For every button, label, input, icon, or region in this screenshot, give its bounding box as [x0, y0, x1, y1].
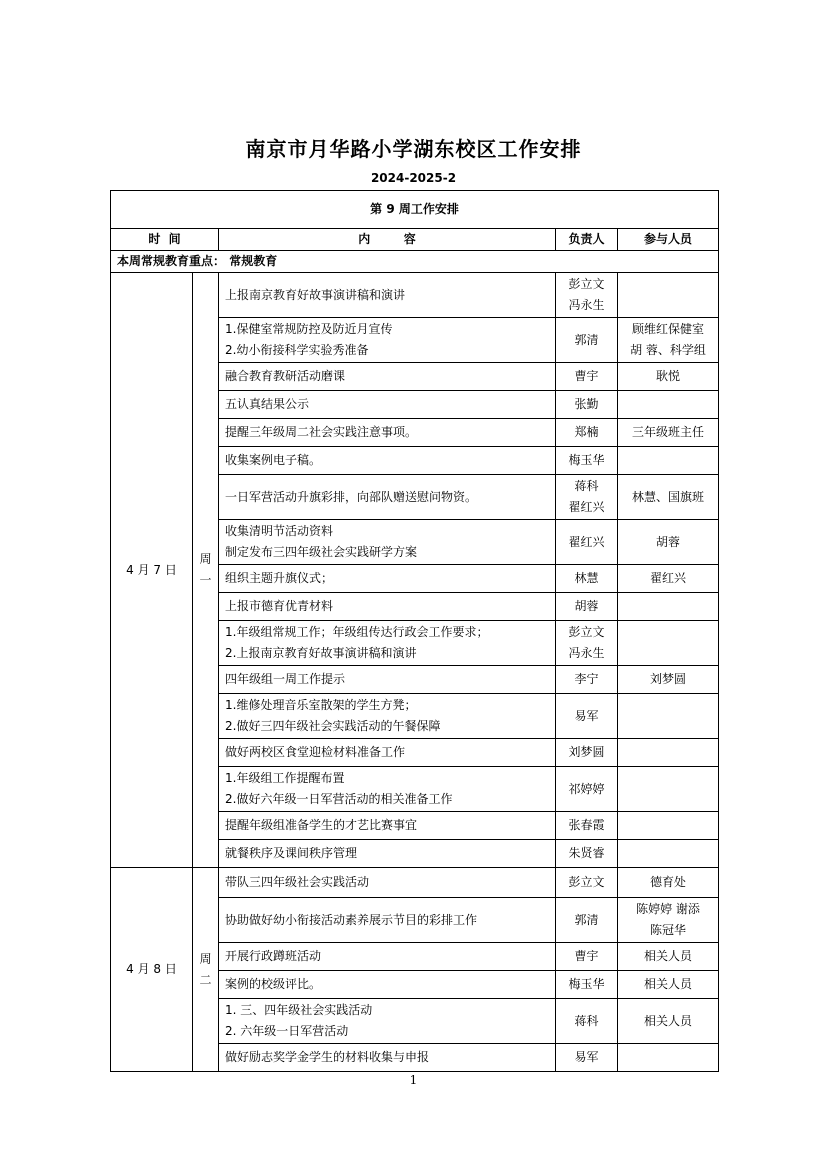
responsible-line: 祁婷婷	[568, 781, 605, 796]
participants-line: 刘梦圆	[649, 672, 686, 686]
responsible-line: 易军	[574, 1050, 599, 1064]
participants-cell	[618, 520, 719, 565]
responsible-line: 李宁	[574, 672, 599, 686]
content-cell	[219, 520, 556, 565]
content-cell	[219, 898, 556, 943]
responsible-cell	[556, 593, 618, 621]
participants-cell	[618, 999, 719, 1044]
content-line: 收集清明节活动资料	[225, 524, 334, 538]
content-cell	[219, 1044, 556, 1072]
content-cell	[219, 694, 556, 739]
responsible-cell	[556, 767, 618, 812]
participants-line: 胡 蓉、科学组	[630, 343, 706, 357]
participants-cell	[618, 318, 719, 363]
content-cell	[219, 868, 556, 898]
date-cell: 4 月 8 日	[111, 868, 193, 1072]
content-line: 1.年级组常规工作；年级组传达行政会工作要求；	[225, 625, 489, 639]
focus-row	[111, 251, 719, 273]
content-line: 提醒年级组准备学生的才艺比赛事宜	[225, 818, 418, 832]
responsible-line: 胡蓉	[574, 599, 599, 613]
responsible-line: 蒋科	[574, 1013, 599, 1028]
responsible-cell	[556, 475, 618, 520]
date-cell: 4 月 7 日	[111, 273, 193, 868]
responsible-cell	[556, 363, 618, 391]
week-title-row	[111, 191, 719, 229]
participants-line: 相关人员	[643, 949, 692, 963]
content-cell	[219, 621, 556, 666]
participants-cell	[618, 419, 719, 447]
participants-line: 陈冠华	[649, 923, 686, 937]
participants-cell	[618, 273, 719, 318]
responsible-cell	[556, 666, 618, 694]
participants-line: 耿悦	[655, 369, 680, 383]
content-cell	[219, 419, 556, 447]
content-cell	[219, 273, 556, 318]
content-cell	[219, 363, 556, 391]
responsible-line: 张春霞	[568, 818, 605, 832]
content-line: 提醒三年级周二社会实践注意事项。	[225, 425, 418, 439]
responsible-cell	[556, 318, 618, 363]
responsible-line: 郭清	[574, 332, 599, 347]
content-line: 上报南京教育好故事演讲稿和演讲	[225, 287, 406, 302]
participants-cell	[618, 943, 719, 971]
participants-cell	[618, 868, 719, 898]
responsible-cell	[556, 999, 618, 1044]
participants-cell	[618, 565, 719, 593]
participants-cell	[618, 812, 719, 840]
content-line: 组织主题升旗仪式；	[225, 571, 334, 585]
responsible-line: 郭清	[574, 912, 599, 927]
content-cell	[219, 391, 556, 419]
content-line: 制定发布三四年级社会实践研学方案	[225, 545, 418, 559]
participants-line: 陈婷婷 谢添	[636, 902, 700, 916]
responsible-line: 彭立文	[568, 625, 605, 639]
participants-cell	[618, 447, 719, 475]
participants-line: 胡蓉	[655, 534, 680, 549]
content-line: 四年级组一周工作提示	[225, 672, 346, 686]
responsible-line: 林慧	[574, 571, 599, 585]
participants-cell	[618, 363, 719, 391]
content-line: 2.做好三四年级社会实践活动的午餐保障	[225, 719, 441, 733]
header-participants: 参与人员	[618, 229, 719, 251]
focus-value: 常规教育	[229, 254, 278, 268]
responsible-cell	[556, 694, 618, 739]
responsible-line: 易军	[574, 708, 599, 723]
content-cell	[219, 739, 556, 767]
content-line: 五认真结果公示	[225, 397, 310, 411]
content-cell	[219, 840, 556, 868]
content-line: 上报市德育优青材料	[225, 599, 334, 613]
participants-cell	[618, 971, 719, 999]
responsible-line: 郑楠	[574, 425, 599, 439]
content-cell	[219, 475, 556, 520]
content-line: 融合教育教研活动磨课	[225, 369, 346, 383]
responsible-line: 梅玉华	[568, 977, 605, 991]
content-line: 协助做好幼小衔接活动素养展示节目的彩排工作	[225, 912, 478, 927]
content-line: 1.维修处理音乐室散架的学生方凳；	[225, 698, 417, 712]
schedule-table	[110, 190, 719, 1072]
participants-line: 林慧、国旗班	[631, 489, 704, 504]
content-line: 2.上报南京教育好故事演讲稿和演讲	[225, 646, 417, 660]
responsible-cell	[556, 739, 618, 767]
responsible-cell	[556, 898, 618, 943]
content-line: 带队三四年级社会实践活动	[225, 875, 370, 889]
responsible-line: 曹宇	[574, 369, 599, 383]
participants-line: 相关人员	[643, 977, 692, 991]
content-line: 就餐秩序及课间秩序管理	[225, 846, 358, 860]
content-cell	[219, 812, 556, 840]
participants-line: 顾维红保健室	[631, 322, 704, 336]
content-cell	[219, 565, 556, 593]
content-line: 开展行政蹲班活动	[225, 949, 322, 963]
weekday-line: 二	[199, 972, 212, 987]
responsible-cell	[556, 419, 618, 447]
responsible-line: 蒋科	[574, 479, 599, 493]
weekday-line: 周	[199, 552, 212, 566]
content-line: 做好两校区食堂迎检材料准备工作	[225, 745, 406, 759]
participants-cell	[618, 666, 719, 694]
column-header-row	[111, 229, 719, 251]
content-cell	[219, 767, 556, 812]
content-line: 一日军营活动升旗彩排，向部队赠送慰问物资。	[225, 489, 478, 504]
content-line: 2.幼小衔接科学实验秀准备	[225, 343, 369, 357]
page-number: 1	[409, 1073, 418, 1087]
focus-label: 本周常规教育重点：	[117, 254, 226, 268]
participants-cell	[618, 767, 719, 812]
participants-line: 相关人员	[643, 1013, 692, 1028]
content-line: 1. 三、四年级社会实践活动	[225, 1003, 373, 1017]
focus-cell	[111, 251, 719, 273]
responsible-cell	[556, 840, 618, 868]
content-line: 2.做好六年级一日军营活动的相关准备工作	[225, 792, 453, 806]
header-content: 内 容	[219, 229, 556, 251]
responsible-cell	[556, 447, 618, 475]
content-cell	[219, 943, 556, 971]
content-line: 收集案例电子稿。	[225, 453, 322, 467]
weekday-line: 一	[199, 573, 212, 587]
participants-cell	[618, 739, 719, 767]
content-cell	[219, 593, 556, 621]
weekday-cell	[193, 273, 219, 868]
content-cell	[219, 971, 556, 999]
participants-cell	[618, 840, 719, 868]
responsible-cell	[556, 273, 618, 318]
content-cell	[219, 447, 556, 475]
responsible-cell	[556, 868, 618, 898]
content-line: 做好励志奖学金学生的材料收集与申报	[225, 1050, 430, 1064]
participants-line: 德育处	[649, 875, 686, 889]
content-cell	[219, 666, 556, 694]
schedule-row	[111, 273, 719, 318]
responsible-cell	[556, 812, 618, 840]
responsible-line: 翟红兴	[568, 534, 605, 549]
weekday-cell	[193, 868, 219, 1072]
responsible-cell	[556, 621, 618, 666]
participants-line: 三年级班主任	[631, 425, 704, 439]
content-cell	[219, 999, 556, 1044]
header-time: 时 间	[111, 229, 219, 251]
responsible-line: 冯永生	[568, 646, 605, 660]
header-responsible: 负责人	[556, 229, 618, 251]
participants-cell	[618, 475, 719, 520]
responsible-line: 张勤	[574, 397, 599, 411]
responsible-line: 刘梦圆	[568, 745, 605, 759]
participants-cell	[618, 593, 719, 621]
content-line: 案例的校级评比。	[225, 977, 322, 991]
responsible-cell	[556, 1044, 618, 1072]
content-line: 1.年级组工作提醒布置	[225, 771, 345, 785]
responsible-line: 朱贤睿	[568, 846, 605, 860]
responsible-line: 冯永生	[568, 298, 605, 312]
responsible-line: 彭立文	[568, 875, 605, 889]
responsible-cell	[556, 520, 618, 565]
participants-cell	[618, 391, 719, 419]
content-line: 1.保健室常规防控及防近月宣传	[225, 322, 393, 336]
participants-cell	[618, 898, 719, 943]
responsible-cell	[556, 943, 618, 971]
responsible-line: 梅玉华	[568, 453, 605, 467]
responsible-cell	[556, 565, 618, 593]
responsible-line: 曹宇	[574, 949, 599, 963]
document-title: 南京市月华路小学湖东校区工作安排	[245, 137, 582, 161]
participants-cell	[618, 694, 719, 739]
participants-cell	[618, 1044, 719, 1072]
responsible-line: 翟红兴	[568, 500, 605, 514]
weekday-line: 周	[199, 951, 212, 966]
schedule-row	[111, 868, 719, 898]
responsible-cell	[556, 391, 618, 419]
content-cell	[219, 318, 556, 363]
week-title: 第 9 周工作安排	[111, 191, 719, 229]
content-line: 2. 六年级一日军营活动	[225, 1024, 349, 1038]
participants-line: 翟红兴	[649, 571, 686, 585]
responsible-cell	[556, 971, 618, 999]
responsible-line: 彭立文	[568, 277, 605, 291]
participants-cell	[618, 621, 719, 666]
term-label: 2024-2025-2	[370, 171, 457, 185]
